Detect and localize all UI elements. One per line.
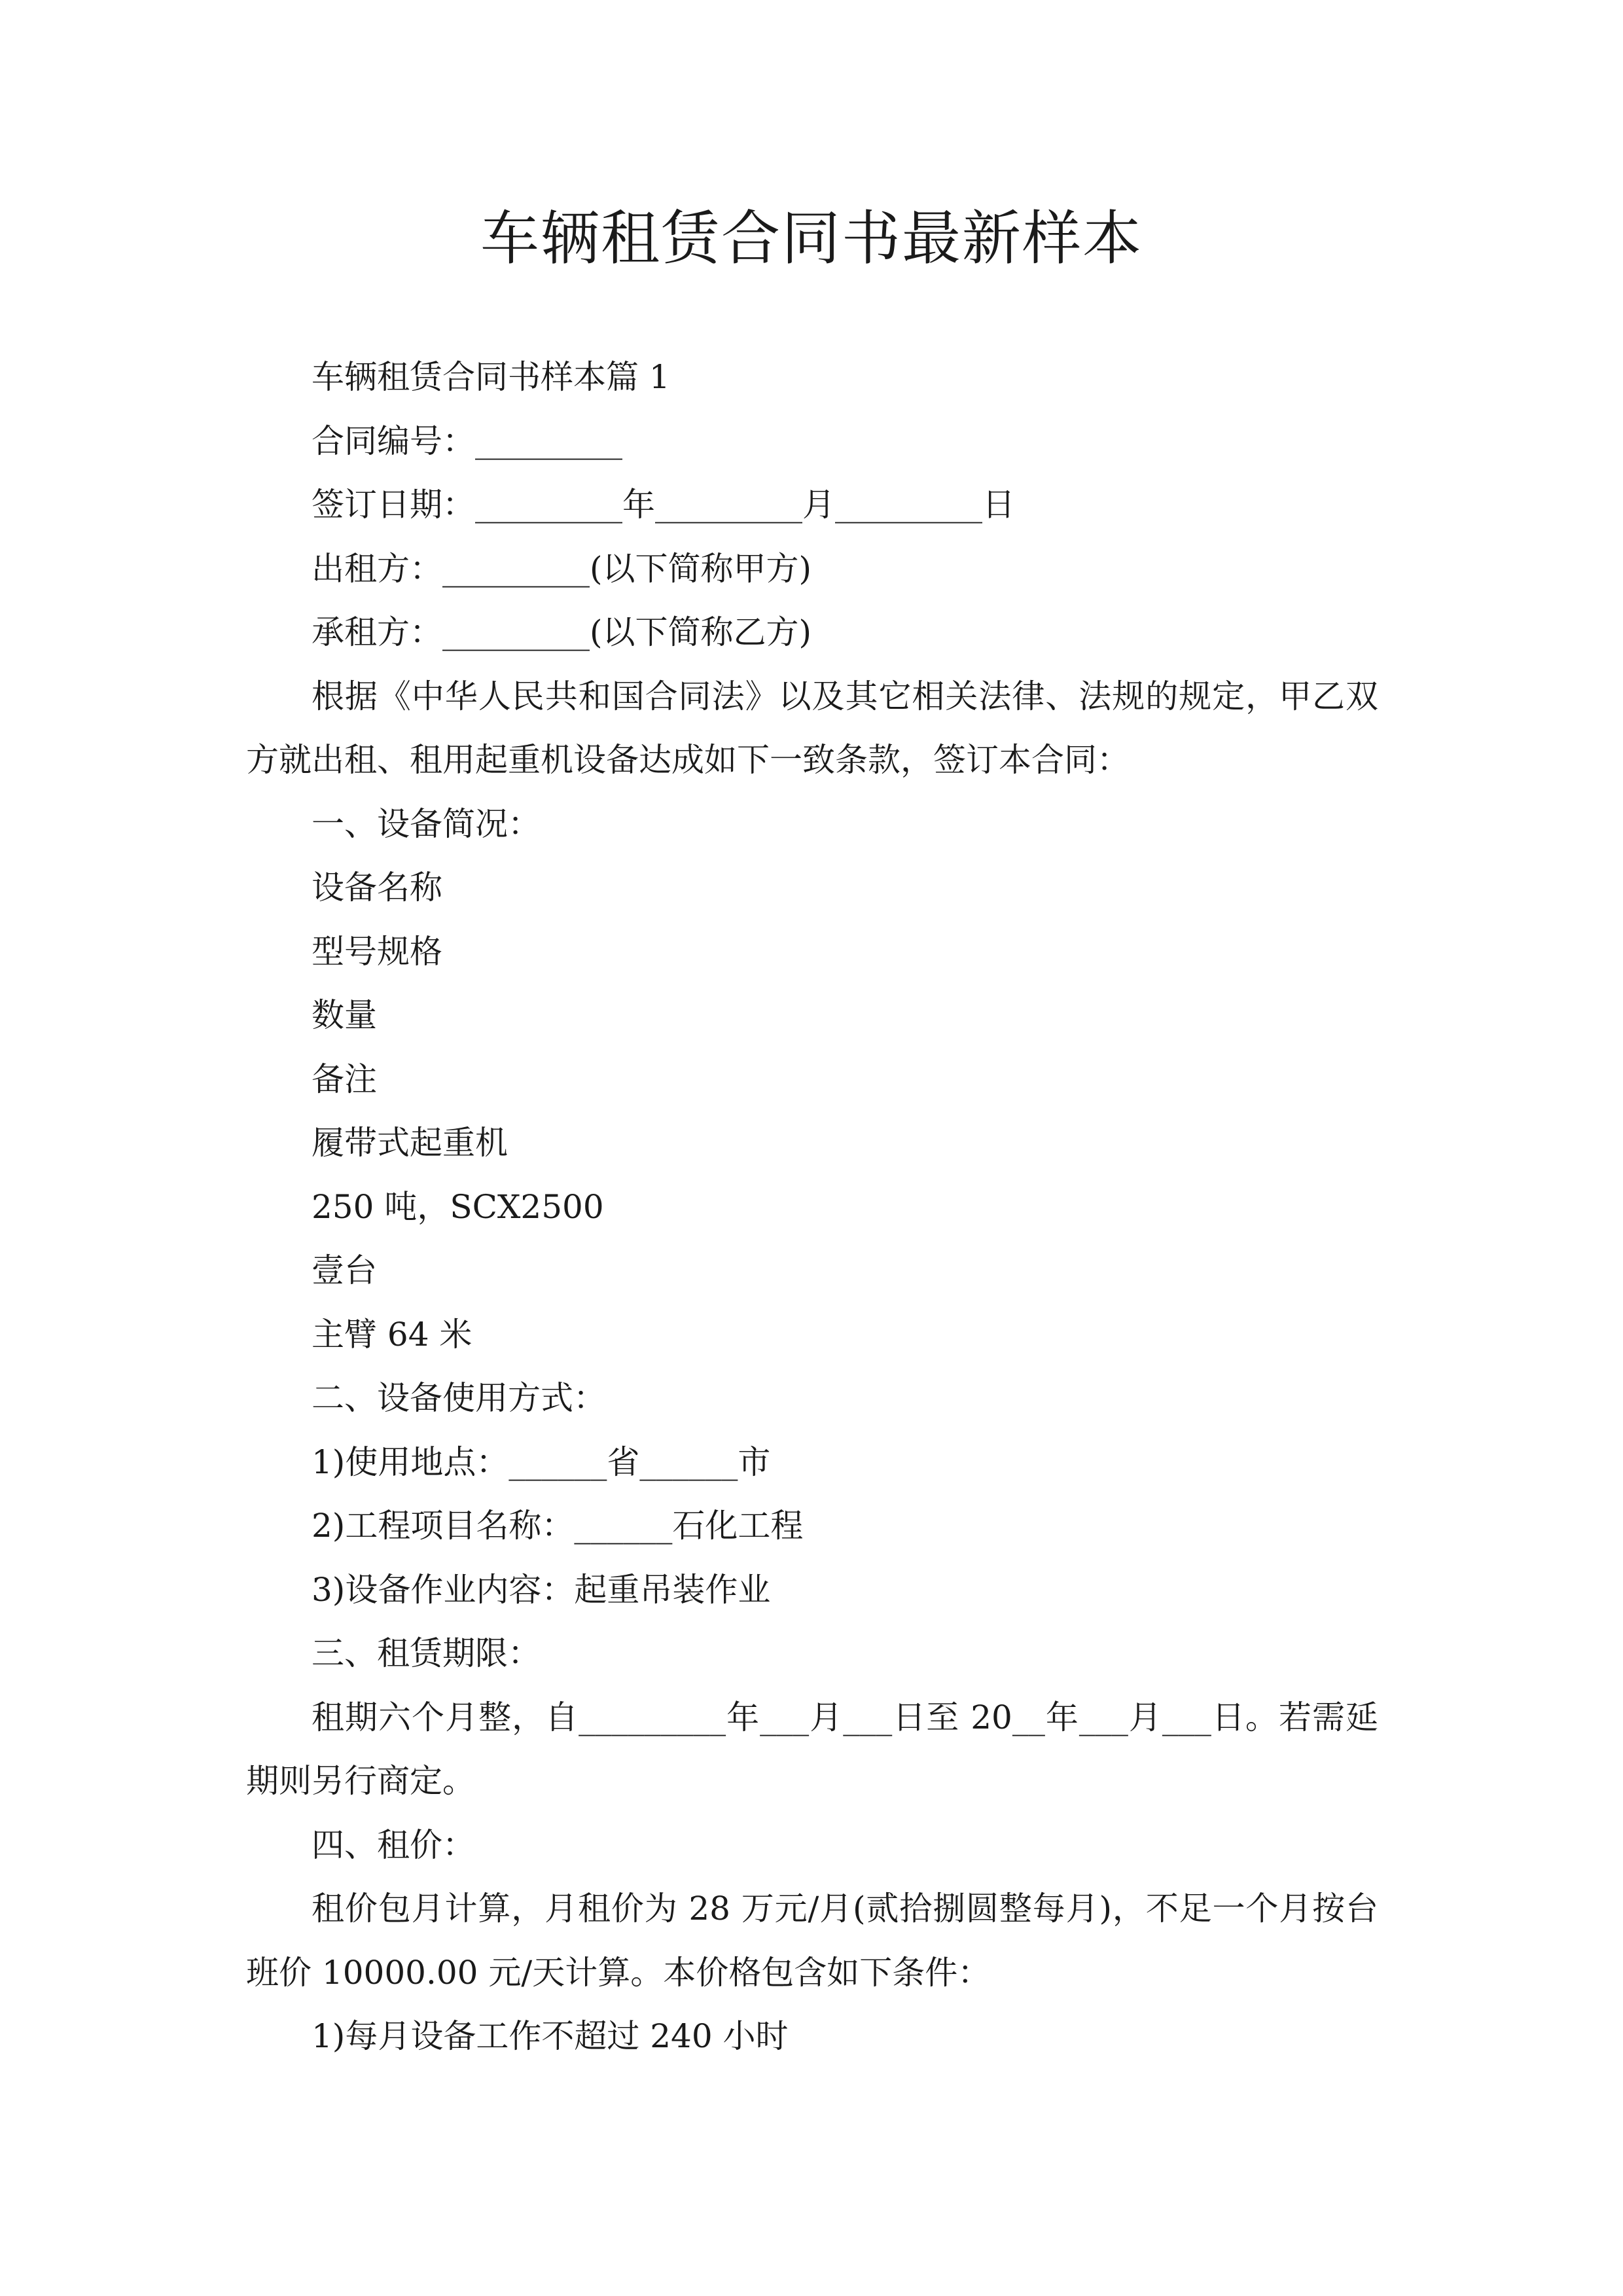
usage-item: 2)工程项目名称：______石化工程 [312, 1507, 804, 1545]
usage-item: 3)设备作业内容：起重吊装作业 [312, 1570, 771, 1609]
clause-heading: 二、设备使用方式： [312, 1379, 606, 1417]
lessor-line: 出租方：_________(以下简称甲方) [312, 549, 812, 588]
section-heading: 车辆租赁合同书样本篇 1 [312, 358, 670, 396]
equipment-field-label: 数量 [312, 996, 377, 1034]
clause-heading: 三、租赁期限： [312, 1634, 541, 1672]
equipment-field-value: 壹台 [312, 1251, 377, 1289]
preamble-paragraph: 根据《中华人民共和国合同法》以及其它相关法律、法规的规定，甲乙双方就出租、租用起重机设备达成如下一致条款，签订本合同： [246, 677, 1378, 779]
usage-item: 1)使用地点：______省______市 [312, 1443, 771, 1481]
equipment-field-value: 主臂 64 米 [312, 1315, 473, 1354]
clause-heading: 四、租价： [312, 1825, 475, 1864]
contract-number-line: 合同编号：_________ [312, 422, 622, 460]
lease-term-paragraph: 租期六个月整，自_________年___月___日至 20__年___月___日。若需延期则另行商定。 [246, 1698, 1378, 1800]
document-title: 车辆租赁合同书最新样本 [480, 204, 1143, 273]
clause-heading: 一、设备简况： [312, 804, 541, 843]
signing-date-line: 签订日期：_________年_________月_________日 [312, 486, 1015, 524]
document-body [246, 346, 1378, 2069]
equipment-field-label: 型号规格 [312, 932, 442, 971]
equipment-field-value: 250 吨，SCX2500 [312, 1187, 604, 1226]
equipment-field-value: 履带式起重机 [312, 1124, 508, 1162]
equipment-field-label: 设备名称 [312, 869, 442, 906]
rent-paragraph: 租价包月计算，月租价为 28 万元/月(贰拾捌圆整每月)，不足一个月按台班价 10000.00 元/天计算。本价格包含如下条件： [246, 1890, 1378, 1992]
lessee-line: 承租方：_________(以下简称乙方) [312, 613, 812, 651]
rent-condition-item: 1)每月设备工作不超过 240 小时 [312, 2017, 789, 2055]
equipment-field-label: 备注 [312, 1060, 377, 1098]
